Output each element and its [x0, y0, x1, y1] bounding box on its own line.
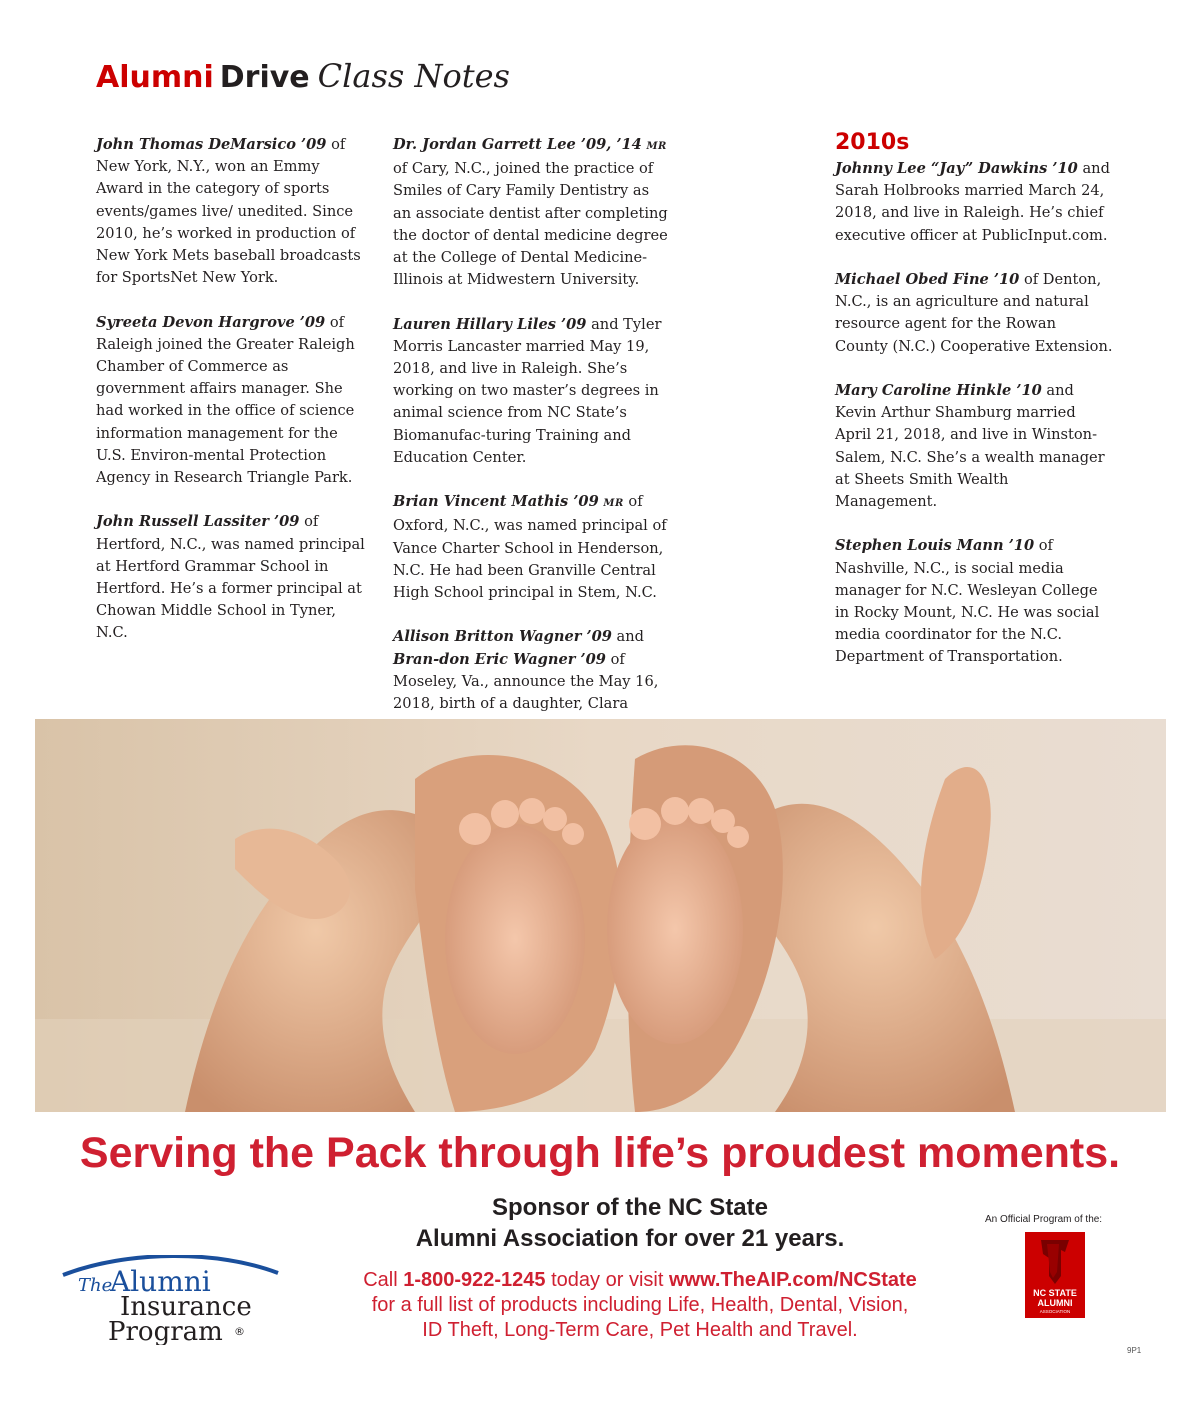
class-note: Johnny Lee “Jay” Dawkins ’10 and Sarah Holbrooks married March 24, 2018, and live in Raleigh. He’s chief executive officer at PublicInput.com.: [835, 160, 1110, 244]
mr-degree-mark: MR: [603, 498, 624, 510]
nc-state-text: NC STATE: [1033, 1288, 1077, 1298]
aip-insurance: Insurance: [120, 1292, 252, 1322]
class-note: Brian Vincent Mathis ’09 MR of Oxford, N.C., was named principal of Vance Charter School in Henderson, N.C. He had been Granville Central High School principal in Stem, N.C.: [393, 493, 667, 602]
header-drive: Drive: [219, 60, 310, 95]
aip-registered-mark: ®: [234, 1325, 245, 1338]
nc-association-text: ASSOCIATION: [1039, 1309, 1071, 1314]
aip-program: Program: [108, 1317, 223, 1345]
class-note: Dr. Jordan Garrett Lee ’09, ’14 MR of Cary, N.C., joined the practice of Smiles of Cary Family Dentistry as an associate dentist after completing the doctor of dental medicine degree at the College of Dental Medicine-Illinois at Midwestern University.: [393, 136, 668, 289]
class-note: Lauren Hillary Liles ’09 and Tyler Morris Lancaster married May 19, 2018, and live in Raleigh. She’s working on two master’s degrees in animal science from NC State’s Biomanufac-turing Training and Education Center.: [393, 315, 662, 466]
notes-column-3: [835, 128, 1113, 691]
class-note: Stephen Louis Mann ’10 of Nashville, N.C., is social media manager for N.C. Wesleyan College in Rocky Mount, N.C. He was social media coordinator for the N.C. Department of Transportation.: [835, 537, 1100, 666]
class-note: John Russell Lassiter ’09 of Hertford, N.C., was named principal at Hertford Grammar School in Hertford. He’s a former principal at Chowan Middle School in Tyner, N.C.: [96, 513, 365, 642]
class-note: Syreeta Devon Hargrove ’09 of Raleigh joined the Greater Raleigh Chamber of Commerce as government affairs manager. She had worked in the office of science information management for the U.S. Environ-mental Protection Agency in Research Triangle Park.: [96, 313, 355, 487]
contact-info: Call 1-800-922-1245 today or visit www.TheAIP.com/NCState for a full list of products including Life, Health, Dental, Vision, ID Theft, Long-Term Care, Pet Health and Travel.: [363, 1269, 917, 1341]
nc-alumni-text: ALUMNI: [1037, 1298, 1073, 1308]
ad-headline: Serving the Pack through life’s proudest moments.: [79, 1129, 1121, 1177]
sponsor-text: Sponsor of the NC State Alumni Association for over 21 years.: [415, 1194, 845, 1252]
official-program-label: An Official Program of the:: [985, 1214, 1103, 1225]
website-link[interactable]: www.TheAIP.com/NCState: [668, 1269, 917, 1291]
page-code: 9P1: [1127, 1346, 1142, 1355]
class-note: John Thomas DeMarsico ’09 of New York, N.Y., won an Emmy Award in the category of sports events/games live/ unedited. Since 2010, he’s worked in production of New York Mets baseball broadcasts for SportsNet New York.: [96, 136, 361, 287]
decade-heading: 2010s: [835, 130, 910, 155]
alumni-insurance-program-logo: [58, 1255, 288, 1345]
class-note: Mary Caroline Hinkle ’10 and Kevin Arthur Shamburg married April 21, 2018, and live in Winston-Salem, N.C. She’s a wealth manager at Sheets Smith Wealth Management.: [835, 382, 1105, 511]
baby-feet-photo: [35, 719, 1166, 1112]
page-header: [96, 52, 510, 102]
nc-state-alumni-logo: [1025, 1232, 1085, 1318]
aip-alumni: Alumni: [110, 1265, 211, 1298]
notes-column-1: [96, 134, 368, 667]
class-note: Allison Britton Wagner ’09 and Bran-don Eric Wagner ’09 of Moseley, Va., announce the May 16, 2018, birth of a daughter, Clara: [393, 628, 659, 713]
class-note: Michael Obed Fine ’10 of Denton, N.C., is an agriculture and natural resource agent for the Rowan County (N.C.) Cooperative Extension.: [835, 271, 1113, 355]
header-class-notes: Class Notes: [317, 57, 510, 95]
mr-degree-mark: MR: [646, 141, 667, 152]
aip-the: The: [78, 1275, 113, 1296]
notes-column-2: [393, 134, 668, 760]
phone-number[interactable]: 1-800-922-1245: [403, 1269, 546, 1291]
header-alumni: Alumni: [96, 60, 214, 95]
